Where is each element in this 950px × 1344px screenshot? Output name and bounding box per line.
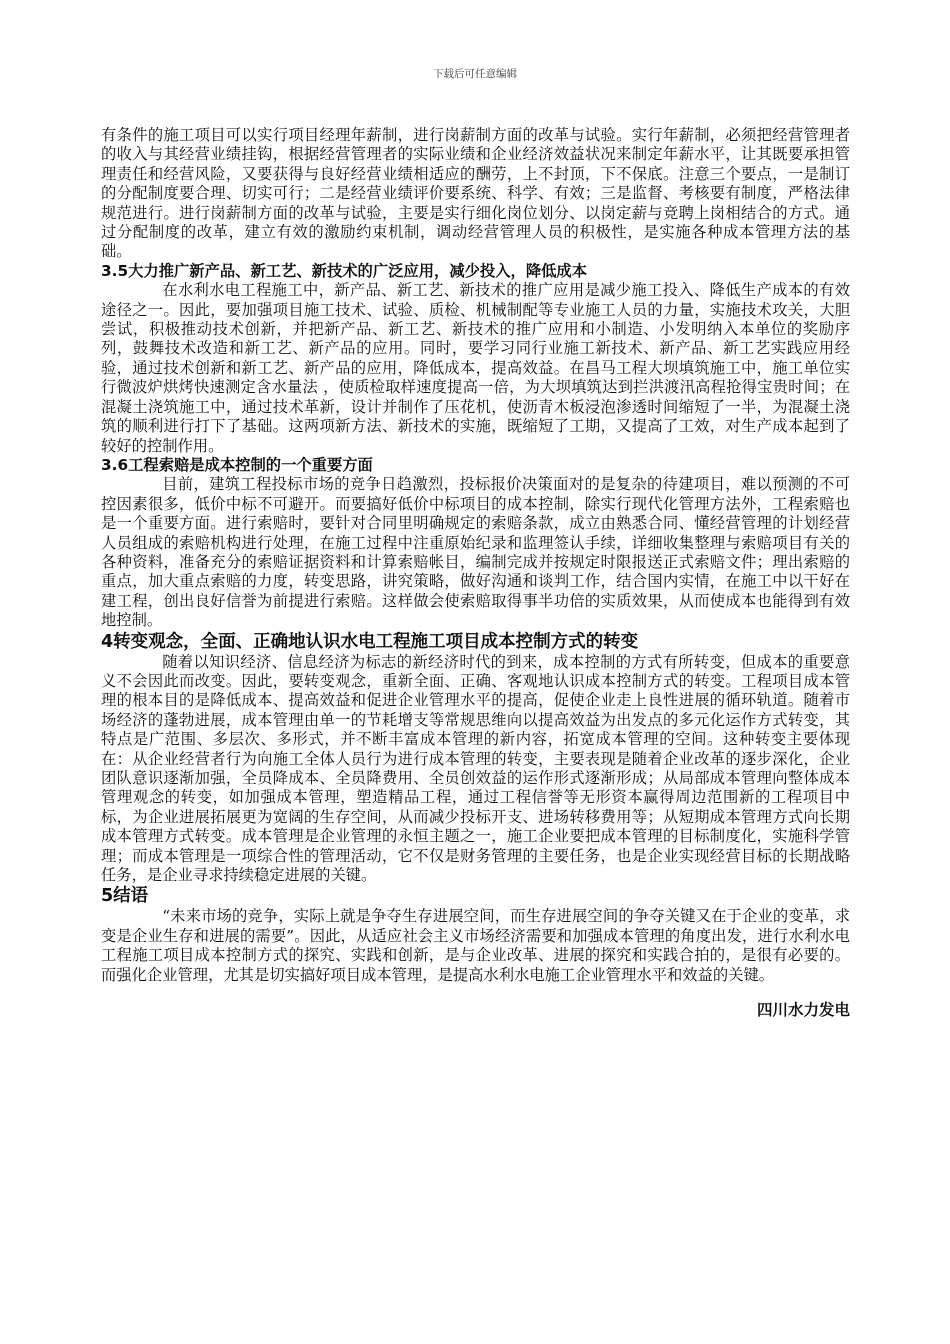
paragraph-3-5: 在水利水电工程施工中，新产品、新工艺、新技术的推广应用是减少施工投入、降低生产成本的有效途径之一。因此，要加强项目施工技术、试验、质检、机械制配等专业施工人员的力量，实施技术攻关，大胆尝试，积极推动技术创新，并把新产品、新工艺、新技术的推广应用和小制造、小发明纳入本单位的奖励序列，鼓舞技术改造和新工艺、新产品的应用。同时，要学习同行业施工新技术、新产品、新工艺实践应用经验，通过技术创新和新工艺、新产品的应用，降低成本，提高效益。在昌马工程大坝填筑施工中，施工单位实行微波炉烘烤快速测定含水量法 ，使质检取样速度提高一倍，为大坝填筑达到拦洪渡汛高程抢得宝贵时间；在混凝土浇筑施工中，通过技术革新，设计并制作了压花机，使沥青木板浸泡渗透时间缩短了一半，为混凝土浇筑的顺利进行打下了基础。这两项新方法、新技术的实施，既缩短了工期，又提高了工效，对生产成本起到了较好的控制作用。 bbox=[101, 281, 850, 455]
page-header: 下载后可任意编辑 bbox=[433, 68, 517, 80]
paragraph-intro: 有条件的施工项目可以实行项目经理年薪制，进行岗薪制方面的改革与试验。实行年薪制，必须把经营管理者的收入与其经营业绩挂钩，根据经营管理者的实际业绩和企业经济效益状况来制定年薪水平，让其既要承担管理责任和经营风险，又要获得与良好经营业绩相适应的酬劳，上不封顶，下不保底。注意三个要点，一是制订的分配制度要合理、切实可行；二是经营业绩评价要系统、科学、有效；三是监督、考核要有制度，严格法律规范进行。进行岗薪制方面的改革与试验，主要是实行细化岗位划分、以岗定薪与竞聘上岗相结合的方式。通过分配制度的改革，建立有效的激励约束机制，调动经营管理人员的积极性，是实施各种成本管理方法的基础。 bbox=[101, 126, 850, 261]
heading-3-6: 3.6工程索赔是成本控制的一个重要方面 bbox=[101, 455, 373, 474]
signature: 四川水力发电 bbox=[756, 1001, 850, 1020]
heading-4: 4转变观念，全面、正确地认识水电工程施工项目成本控制方式的转变 bbox=[101, 631, 639, 652]
paragraph-3-6: 目前，建筑工程投标市场的竞争日趋激烈，投标报价决策面对的是复杂的待建项目，难以预测的不可控因素很多，低价中标不可避开。而要搞好低价中标项目的成本控制，除实行现代化管理方法外，工程索赔也是一个重要方面。进行索赔时，要针对合同里明确规定的索赔条款，成立由熟悉合同、懂经营管理的计划经营人员组成的索赔机构进行处理，在施工过程中注重原始纪录和监理签认手续，详细收集整理与索赔项目有关的各种资料，准备充分的索赔证据资料和计算索赔帐目，编制完成并按规定时限报送正式索赔文件；理出索赔的重点，加大重点索赔的力度，转变思路，讲究策略，做好沟通和谈判工作，结合国内实情，在施工中以干好在建工程，创出良好信誉为前提进行索赔。这样做会使索赔取得事半功倍的实质效果，从而使成本也能得到有效地控制。 bbox=[101, 475, 850, 630]
paragraph-4: 随着以知识经济、信息经济为标志的新经济时代的到来，成本控制的方式有所转变，但成本的重要意义不会因此而改变。因此，要转变观念，重新全面、正确、客观地认识成本控制方式的转变。工程项目成本管理的根本目的是降低成本、提高效益和促进企业管理水平的提高，促使企业走上良性进展的循环轨道。随着市场经济的蓬勃进展，成本管理由单一的节耗增支等常规思维向以提高效益为出发点的多元化运作方式转变，其特点是广范围、多层次、多形式，并不断丰富成本管理的新内容，拓宽成本管理的空间。这种转变主要体现在：从企业经营者行为向施工全体人员行为进行成本管理的转变，主要表现是随着企业改革的逐步深化，企业团队意识逐渐加强，全员降成本、全员降费用、全员创效益的运作形式逐渐形成；从局部成本管理向整体成本管理观念的转变，如加强成本管理，塑造精品工程，通过工程信誉等无形资本赢得周边范围新的工程项目中标，为企业进展拓展更为宽阔的生存空间，从而减少投标开支、进场转移费用等；从短期成本管理方式向长期成本管理方式转变。成本管理是企业管理的永恒主题之一，施工企业要把成本管理的目标制度化，实施科学管理；而成本管理是一项综合性的管理活动，它不仅是财务管理的主要任务，也是企业实现经营目标的长期战略任务，是企业寻求持续稳定进展的关键。 bbox=[101, 652, 850, 885]
paragraph-5: “未来市场的竞争，实际上就是争夺生存进展空间，而生存进展空间的争夺关键又在于企业的变革，求变是企业生存和进展的需要”。因此，从适应社会主义市场经济需要和加强成本管理的角度出发，进行水利水电工程施工项目成本控制方式的探究、实践和创新，是与企业改革、进展的探究和实践合拍的，是很有必要的。而强化企业管理，尤其是切实搞好项目成本管理，是提高水利水电施工企业管理水平和效益的关键。 bbox=[101, 907, 850, 984]
article-body bbox=[101, 126, 850, 1020]
heading-5: 5结语 bbox=[101, 886, 149, 907]
heading-3-5: 3.5大力推广新产品、新工艺、新技术的广泛应用，减少投入，降低成本 bbox=[101, 261, 588, 280]
